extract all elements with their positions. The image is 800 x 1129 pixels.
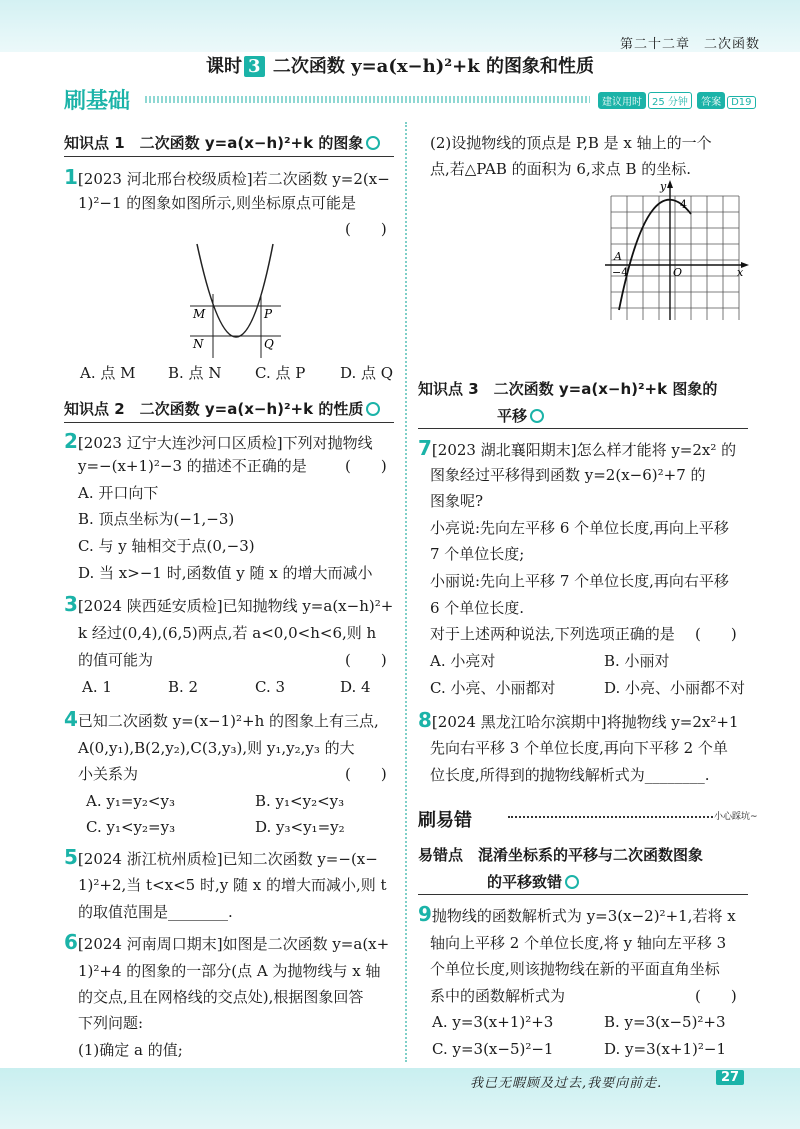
knowledge-point-3-line2: 平移 xyxy=(497,405,544,427)
question-4: 4已知二次函数 y=(x−1)²+h 的图象上有三点, xyxy=(64,707,379,731)
question-6-part1: (1)确定 a 的值; xyxy=(78,1041,183,1059)
option-b: B. y₁<y₂<y₃ xyxy=(255,792,345,810)
question-1-line2: 1)²−1 的图象如图所示,则坐标原点可能是 xyxy=(78,194,357,212)
question-number: 6 xyxy=(64,930,78,954)
option-d: D. 4 xyxy=(340,678,371,696)
parabola-figure xyxy=(185,240,285,360)
answer-page: D19 xyxy=(727,96,755,109)
option-c: C. y=3(x−5)²−1 xyxy=(432,1040,554,1058)
question-number: 8 xyxy=(418,708,432,732)
answer-paren: ( ) xyxy=(695,625,737,643)
option-a: A. 开口向下 xyxy=(78,484,159,502)
question-7-line3: 图象呢? xyxy=(430,492,484,510)
lesson-heading: 二次函数 y=a(x−h)²+k 的图象和性质 xyxy=(272,56,594,77)
time-info xyxy=(598,92,758,109)
option-d: D. 点 Q xyxy=(340,364,394,382)
question-7-line7: 6 个单位长度. xyxy=(430,599,525,617)
question-number: 2 xyxy=(64,429,78,453)
question-5: 5[2024 浙江杭州质检]已知二次函数 y=−(x− xyxy=(64,845,378,869)
question-4-line3: 小关系为 xyxy=(78,765,139,783)
time-value: 25 分钟 xyxy=(648,92,692,109)
question-4-line2: A(0,y₁),B(2,y₂),C(3,y₃),则 y₁,y₂,y₃ 的大 xyxy=(78,739,355,757)
question-2: 2[2023 辽宁大连沙河口区质检]下列对抛物线 xyxy=(64,429,373,453)
question-5-line2: 1)²+2,当 t<x<5 时,y 随 x 的增大而减小,则 t xyxy=(78,876,387,894)
option-d: D. y=3(x+1)²−1 xyxy=(604,1040,727,1058)
question-6-part2-line2: 点,若△PAB 的面积为 6,求点 B 的坐标. xyxy=(430,160,692,178)
answer-paren: ( ) xyxy=(345,457,387,475)
option-c: C. 与 y 轴相交于点(0,−3) xyxy=(78,537,255,555)
x-label: x xyxy=(737,266,744,279)
origin-label: O xyxy=(673,266,683,279)
tick-4: 4 xyxy=(680,198,687,211)
option-b: B. 小丽对 xyxy=(604,652,670,670)
target-icon xyxy=(530,409,544,423)
error-point-heading-line2: 的平移致错 xyxy=(487,871,579,893)
brush-note: 小心踩坑~ xyxy=(714,812,758,822)
option-d: D. 小亮、小丽都不对 xyxy=(604,679,746,697)
banner-stripes xyxy=(145,96,590,103)
option-b: B. 点 N xyxy=(168,364,222,382)
question-9-line4: 系中的函数解析式为 xyxy=(430,987,566,1005)
chapter-title: 第二十二章 二次函数 xyxy=(619,37,760,52)
grid-figure xyxy=(603,180,753,325)
answer-paren: ( ) xyxy=(345,220,387,238)
question-7-line6: 小丽说:先向上平移 7 个单位长度,再向右平移 xyxy=(430,572,729,590)
question-7-line2: 图象经过平移得到函数 y=2(x−6)²+7 的 xyxy=(430,466,706,484)
question-9-line2: 轴向上平移 2 个单位长度,将 y 轴向左平移 3 xyxy=(430,934,727,952)
option-a: A. 小亮对 xyxy=(430,652,496,670)
question-7-line8: 对于上述两种说法,下列选项正确的是 xyxy=(430,625,675,643)
kp-underline xyxy=(64,422,394,423)
question-7-line5: 7 个单位长度; xyxy=(430,545,525,563)
answer-paren: ( ) xyxy=(345,765,387,783)
brush-error-logo: 刷易错 xyxy=(418,810,472,831)
question-6: 6[2024 河南周口期末]如图是二次函数 y=a(x+ xyxy=(64,930,390,954)
question-5-line3: 的取值范围是________. xyxy=(78,903,233,921)
option-a: A. y=3(x+1)²+3 xyxy=(432,1013,554,1031)
question-3: 3[2024 陕西延安质检]已知抛物线 y=a(x−h)²+ xyxy=(64,592,394,616)
option-c: C. 点 P xyxy=(255,364,306,382)
question-8-line2: 先向右平移 3 个单位长度,再向下平移 2 个单 xyxy=(430,739,728,757)
option-a: A. 点 M xyxy=(80,364,136,382)
y-axis-arrow xyxy=(667,180,673,188)
lesson-prefix: 课时 xyxy=(206,56,243,77)
answer-paren: ( ) xyxy=(345,651,387,669)
point-a-label: A xyxy=(614,250,622,263)
question-9-line3: 个单位长度,则该抛物线在新的平面直角坐标 xyxy=(430,960,720,978)
lesson-number-badge: 3 xyxy=(244,56,265,77)
point-n-label: N xyxy=(193,337,204,351)
question-8: 8[2024 黑龙江哈尔滨期中]将抛物线 y=2x²+1 xyxy=(418,708,739,732)
question-8-line3: 位长度,所得到的抛物线解析式为________. xyxy=(430,766,710,784)
question-7: 7[2023 湖北襄阳期末]怎么样才能将 y=2x² 的 xyxy=(418,436,737,460)
question-9: 9抛物线的函数解析式为 y=3(x−2)²+1,若将 x xyxy=(418,902,736,926)
point-m-label: M xyxy=(193,307,206,321)
option-d: D. y₃<y₁=y₂ xyxy=(255,818,345,836)
option-b: B. 顶点坐标为(−1,−3) xyxy=(78,510,235,528)
question-number: 9 xyxy=(418,902,432,926)
target-icon xyxy=(366,136,380,150)
option-b: B. 2 xyxy=(168,678,199,696)
question-number: 7 xyxy=(418,436,432,460)
point-q-label: Q xyxy=(264,337,274,351)
lesson-title xyxy=(0,52,800,78)
answer-paren: ( ) xyxy=(695,987,737,1005)
grid xyxy=(611,196,739,320)
dotted-arrow xyxy=(508,816,713,818)
footer-band xyxy=(0,1068,800,1129)
question-3-line2: k 经过(0,4),(6,5)两点,若 a<0,0<h<6,则 h xyxy=(78,624,377,642)
target-icon xyxy=(565,875,579,889)
kp-underline xyxy=(64,156,394,157)
option-a: A. 1 xyxy=(82,678,112,696)
parabola-curve xyxy=(619,200,691,310)
column-divider xyxy=(405,122,407,1062)
tick-minus-4: −4 xyxy=(612,266,629,279)
option-c: C. 小亮、小丽都对 xyxy=(430,679,556,697)
answer-label: 答案 xyxy=(697,92,725,109)
question-2-line2: y=−(x+1)²−3 的描述不正确的是 xyxy=(78,457,307,475)
kp-underline xyxy=(418,428,748,429)
question-1: 1[2023 河北邢台校级质检]若二次函数 y=2(x− xyxy=(64,165,390,189)
option-c: C. y₁<y₂=y₃ xyxy=(86,818,176,836)
option-b: B. y=3(x−5)²+3 xyxy=(604,1013,726,1031)
option-d: D. 当 x>−1 时,函数值 y 随 x 的增大而减小 xyxy=(78,564,373,582)
question-number: 1 xyxy=(64,165,78,189)
question-6-line3: 的交点,且在网格线的交点处),根据图象回答 xyxy=(78,988,364,1006)
knowledge-point-3: 知识点 3 二次函数 y=a(x−h)²+k 图象的 xyxy=(418,380,718,398)
knowledge-point-2: 知识点 2 二次函数 y=a(x−h)²+k 的性质 xyxy=(64,398,380,420)
target-icon xyxy=(366,402,380,416)
question-number: 3 xyxy=(64,592,78,616)
error-point-heading: 易错点 混淆坐标系的平移与二次函数图象 xyxy=(418,846,704,864)
question-7-line4: 小亮说:先向左平移 6 个单位长度,再向上平移 xyxy=(430,519,729,537)
parabola-curve xyxy=(197,244,273,337)
page-number: 27 xyxy=(716,1070,744,1085)
question-number: 4 xyxy=(64,707,78,731)
y-label: y xyxy=(660,180,667,193)
section-logo: 刷基础 xyxy=(64,89,131,114)
time-label: 建议用时 xyxy=(598,92,646,109)
point-p-label: P xyxy=(264,307,273,321)
question-3-line3: 的值可能为 xyxy=(78,651,154,669)
brush-error-heading xyxy=(418,806,472,832)
knowledge-point-1: 知识点 1 二次函数 y=a(x−h)²+k 的图象 xyxy=(64,132,380,154)
question-6-line2: 1)²+4 的图象的一部分(点 A 为抛物线与 x 轴 xyxy=(78,962,381,980)
question-6-part2: (2)设抛物线的顶点是 P,B 是 x 轴上的一个 xyxy=(430,134,712,152)
option-a: A. y₁=y₂<y₃ xyxy=(86,792,175,810)
question-6-line4: 下列问题: xyxy=(78,1014,144,1032)
option-c: C. 3 xyxy=(255,678,286,696)
kp-underline xyxy=(418,894,748,895)
question-number: 5 xyxy=(64,845,78,869)
footer-motto: 我已无暇顾及过去,我要向前走. xyxy=(470,1076,663,1091)
